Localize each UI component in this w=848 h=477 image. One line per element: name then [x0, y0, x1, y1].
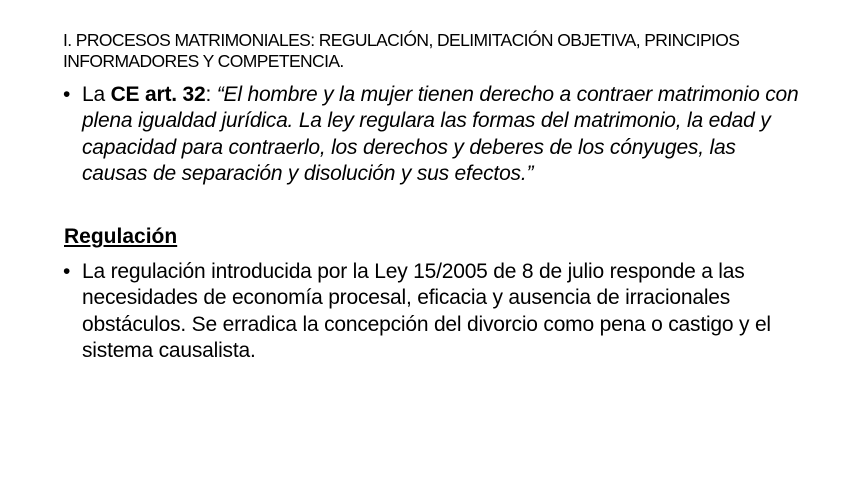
section-heading: Regulación — [64, 225, 178, 248]
bullet-text: La regulación introducida por la Ley 15/2005 de 8 de julio responde a las necesidades de economía procesal, eficacia y ausencia de irracionales obstáculos. Se erradica la concepción del divorcio como pena o castigo y el sistema causalista. — [82, 260, 771, 363]
bullet-item-regulation — [63, 259, 803, 365]
article-quote: “El hombre y la mujer tienen derecho a contraer matrimonio con plena igualdad jurídica. La ley regulara las formas del matrimonio, la edad y capacidad para contraerlo, los derechos y deberes de los cónyuges, las causas de separación y disolución y sus efectos.” — [82, 83, 799, 186]
slide-title: I. PROCESOS MATRIMONIALES: REGULACIÓN, DELIMITACIÓN OBJETIVA, PRINCIPIOS INFORMADORES Y COMPETENCIA. — [63, 30, 740, 71]
bullet-colon: : — [205, 83, 217, 106]
bullet-dot: • — [63, 260, 71, 283]
bullet-item-constitution — [63, 82, 803, 188]
bullet-prefix: La — [82, 83, 111, 106]
article-reference: CE art. 32 — [110, 83, 206, 106]
bullet-dot: • — [63, 83, 71, 106]
